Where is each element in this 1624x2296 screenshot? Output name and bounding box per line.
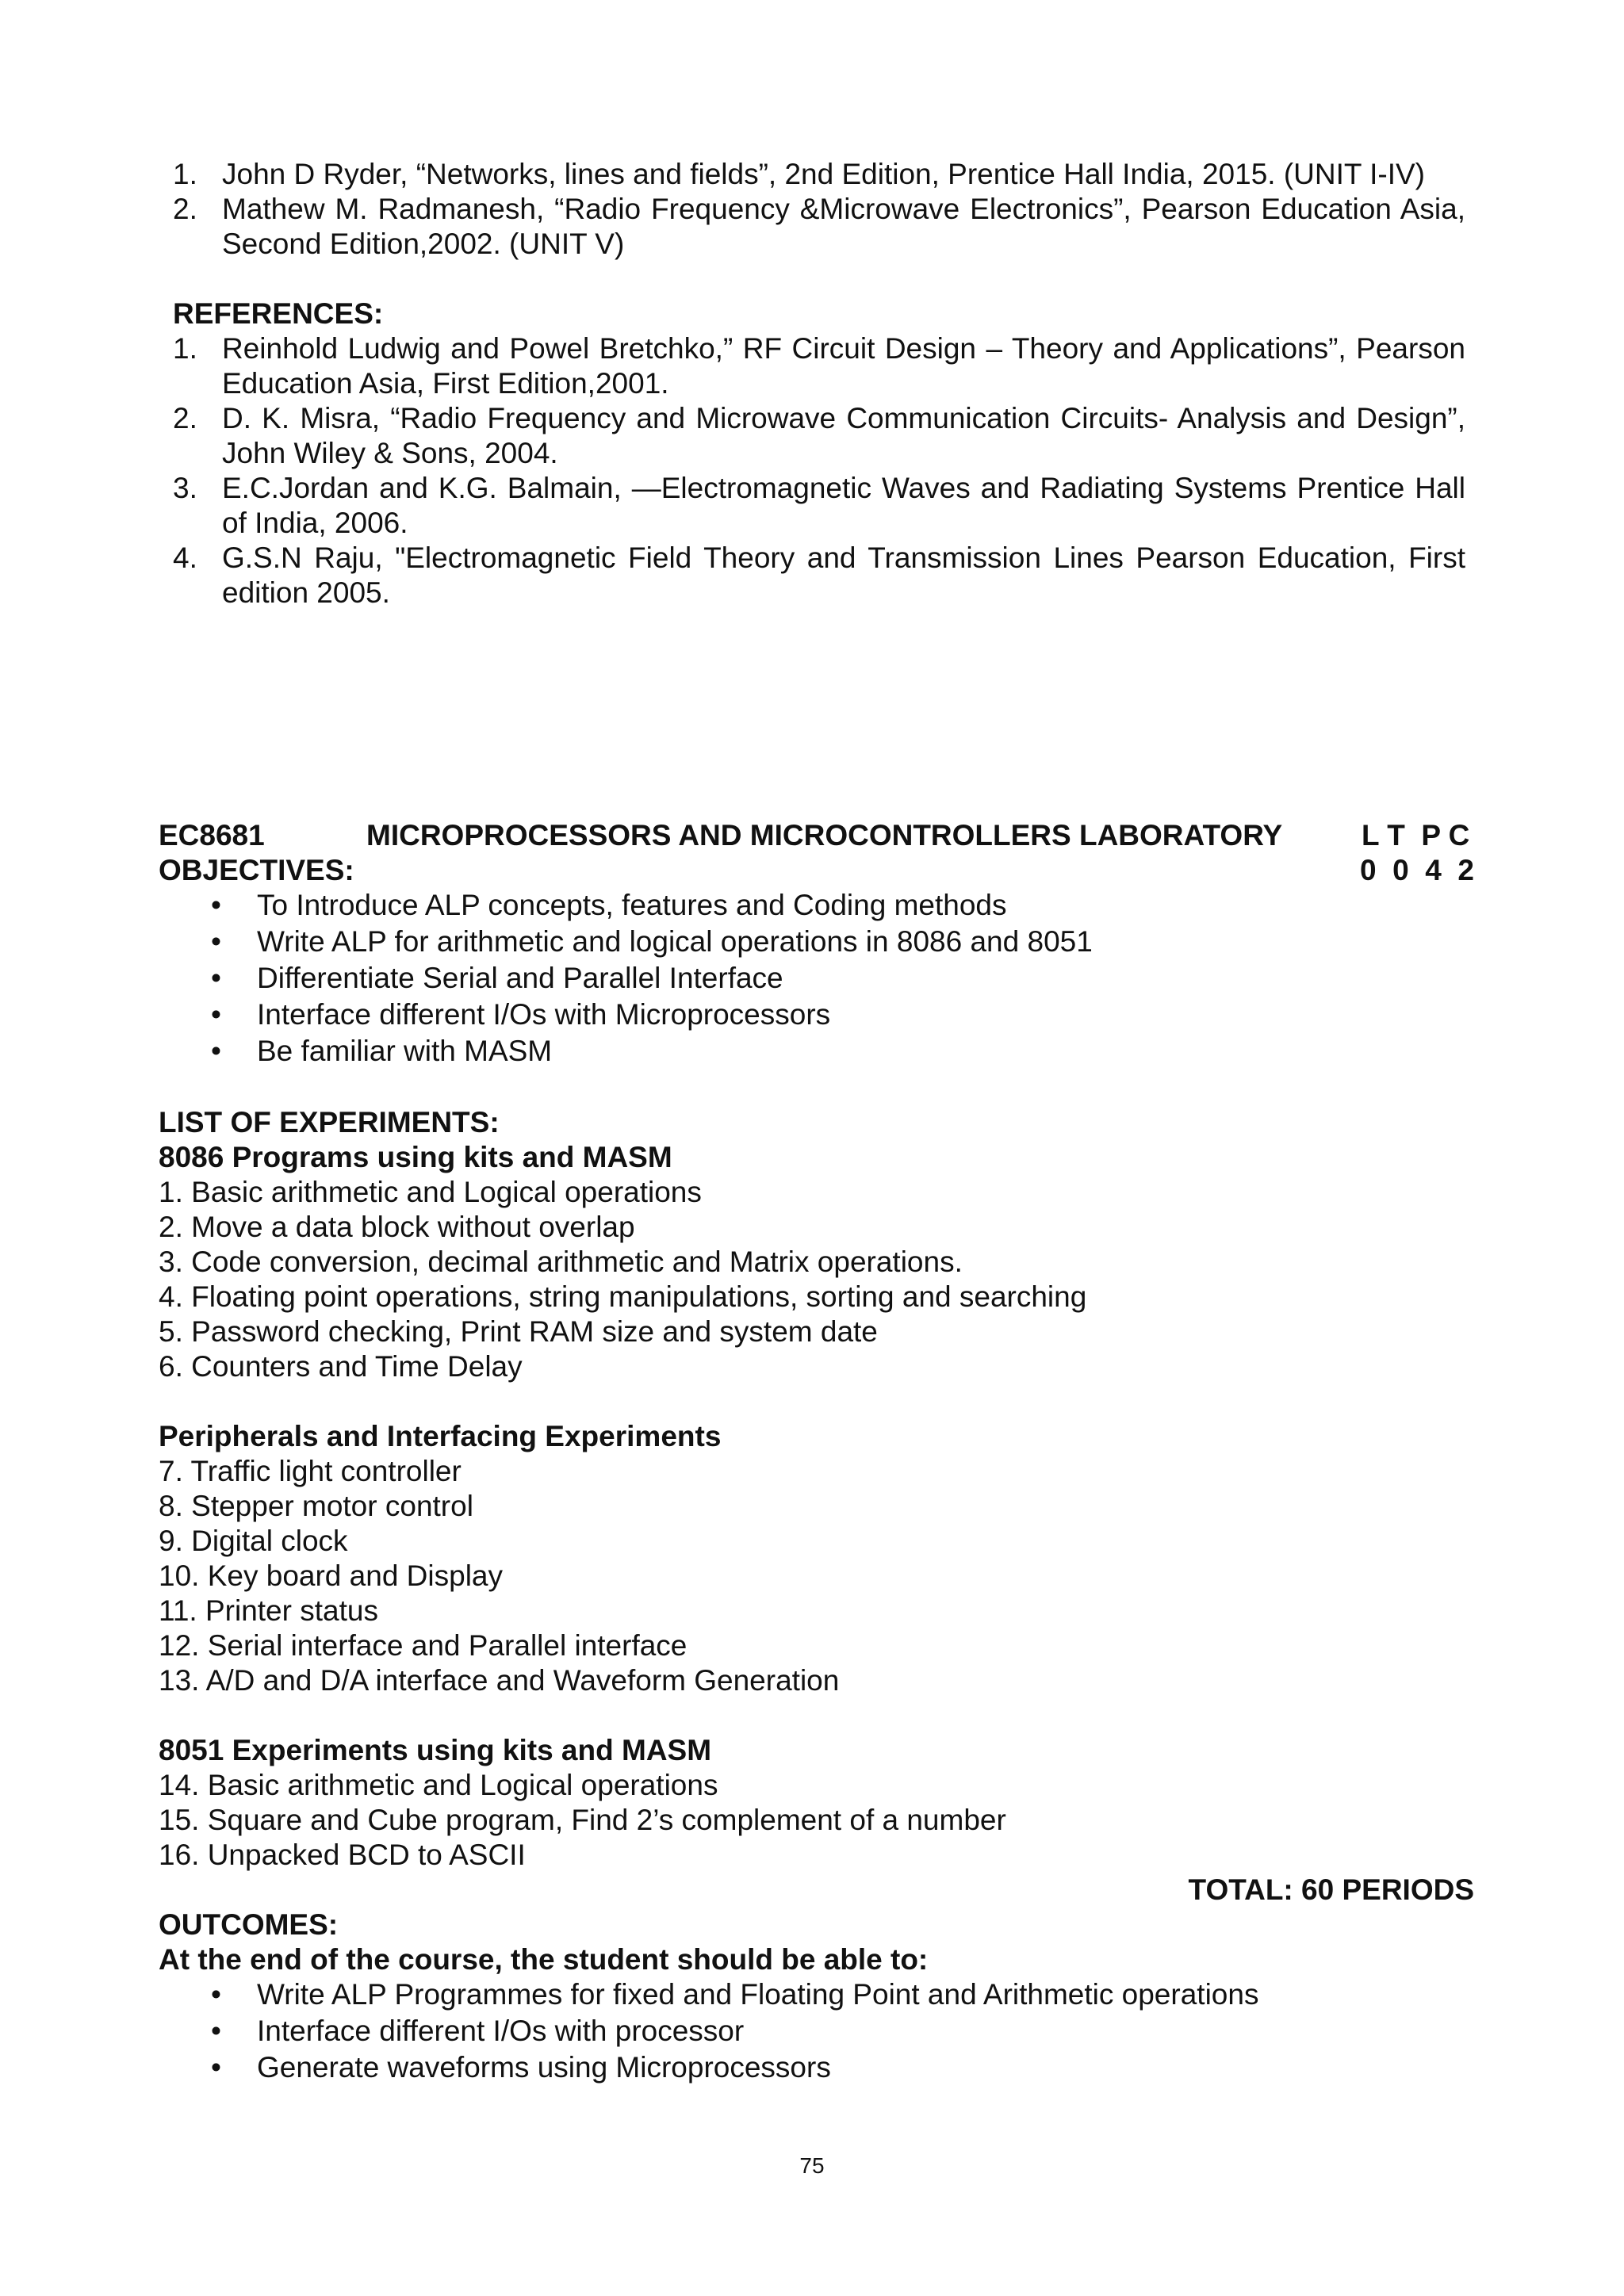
item-number: 4. (173, 541, 197, 574)
list-item: 13. A/D and D/A interface and Waveform Generation (159, 1664, 840, 1697)
item-text: E.C.Jordan and K.G. Balmain, ―Electromagnetic Waves and Radiating Systems Prentice Hall of India, 2006. (222, 472, 1465, 539)
list-item: 1. Basic arithmetic and Logical operations (159, 1176, 702, 1208)
reference-item (173, 541, 1465, 610)
item-text: Mathew M. Radmanesh, “Radio Frequency &Microwave Electronics”, Pearson Education Asia, Second Edition,2002. (UNIT V) (222, 193, 1465, 260)
item-text: G.S.N Raju, "Electromagnetic Field Theory and Transmission Lines Pearson Education, First edition 2005. (222, 541, 1465, 609)
item-number: 1. (173, 158, 197, 190)
course-title: MICROPROCESSORS AND MICROCONTROLLERS LABORATORY (366, 819, 1283, 851)
item-number: 1. (173, 332, 197, 365)
list-item: 7. Traffic light controller (159, 1455, 462, 1487)
item-number: 2. (173, 193, 197, 225)
list-item: 15. Square and Cube program, Find 2’s complement of a number (159, 1804, 1006, 1836)
list-item: 5. Password checking, Print RAM size and system date (159, 1315, 878, 1348)
section-peripherals-heading: Peripherals and Interfacing Experiments (159, 1420, 722, 1452)
list-item: 2. Move a data block without overlap (159, 1211, 635, 1243)
list-item: 8. Stepper motor control (159, 1490, 473, 1522)
references-heading: REFERENCES: (173, 297, 384, 330)
list-item: 4. Floating point operations, string manipulations, sorting and searching (159, 1280, 1087, 1313)
list-item: • Differentiate Serial and Parallel Interface (159, 961, 1479, 997)
list-item: 9. Digital clock (159, 1525, 348, 1557)
item-text: Reinhold Ludwig and Powel Bretchko,” RF Circuit Design – Theory and Applications”, Pearson Education Asia, First Edition,2001. (222, 332, 1465, 400)
item-number: 2. (173, 402, 197, 434)
course-code: EC8681 (159, 819, 265, 851)
total-periods: TOTAL: 60 PERIODS (1188, 1873, 1474, 1906)
section-8051-heading: 8051 Experiments using kits and MASM (159, 1734, 712, 1766)
course-section (159, 818, 1479, 2087)
course-header (159, 818, 1479, 853)
page-number: 75 (799, 2153, 825, 2178)
list-item: 16. Unpacked BCD to ASCII (159, 1839, 526, 1871)
outcomes-subtitle: At the end of the course, the student should be able to: (159, 1943, 929, 1976)
objectives-heading: OBJECTIVES: (159, 854, 354, 886)
list-item: • Write ALP Programmes for fixed and Floating Point and Arithmetic operations (159, 1977, 1479, 2014)
list-item: 11. Printer status (159, 1594, 378, 1627)
outcomes-list (159, 1977, 1479, 2087)
textbook-item (173, 157, 1465, 192)
reference-item (173, 331, 1465, 401)
list-item: 6. Counters and Time Delay (159, 1350, 523, 1383)
item-text: D. K. Misra, “Radio Frequency and Microwave Communication Circuits- Analysis and Design”, John Wiley & Sons, 2004. (222, 402, 1465, 469)
list-item: • Interface different I/Os with Microprocessors (159, 997, 1479, 1034)
ltpc-values: 0 0 4 2 (1360, 854, 1474, 886)
list-item: • Generate waveforms using Microprocessors (159, 2050, 1479, 2087)
item-number: 3. (173, 472, 197, 504)
experiments-heading: LIST OF EXPERIMENTS: (159, 1106, 500, 1138)
outcomes-heading: OUTCOMES: (159, 1908, 339, 1941)
item-text: John D Ryder, “Networks, lines and fields”, 2nd Edition, Prentice Hall India, 2015. (UNIT I-IV) (222, 158, 1425, 190)
list-item: • Write ALP for arithmetic and logical operations in 8086 and 8051 (159, 924, 1479, 961)
list-item: 10. Key board and Display (159, 1559, 503, 1592)
section-8086-heading: 8086 Programs using kits and MASM (159, 1141, 672, 1173)
ltpc-label: L T P C (1362, 819, 1470, 851)
list-item: 14. Basic arithmetic and Logical operations (159, 1769, 718, 1801)
reference-item (173, 471, 1465, 541)
list-item: 12. Serial interface and Parallel interface (159, 1629, 688, 1662)
list-item: • To Introduce ALP concepts, features and Coding methods (159, 888, 1479, 924)
reference-item (173, 401, 1465, 471)
list-item: 3. Code conversion, decimal arithmetic and Matrix operations. (159, 1246, 963, 1278)
list-item: • Interface different I/Os with processor (159, 2014, 1479, 2050)
textbook-item (173, 192, 1465, 262)
textbooks-and-references (173, 157, 1465, 610)
objectives-list (159, 888, 1479, 1070)
list-item: • Be familiar with MASM (159, 1034, 1479, 1070)
